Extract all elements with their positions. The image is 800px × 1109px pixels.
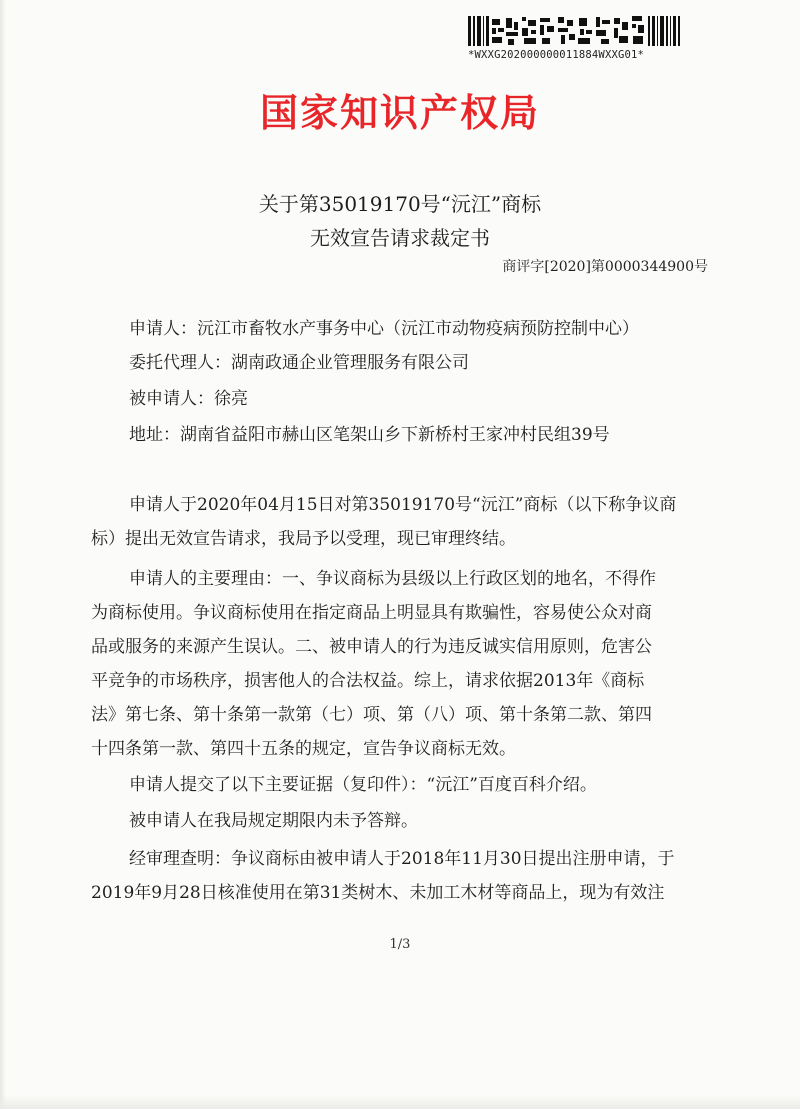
body-line: 经审理查明：争议商标由被申请人于2018年11月30日提出注册申请，于 xyxy=(129,849,675,869)
body-line: 品或服务的来源产生误认。二、被申请人的行为违反诚实信用原则，危害公 xyxy=(91,637,652,657)
address-line: 地址：湖南省益阳市赫山区笔架山乡下新桥村王家冲村民组39号 xyxy=(129,425,610,445)
respondent-line: 被申请人：徐亮 xyxy=(129,389,248,409)
body-line: 标）提出无效宣告请求，我局予以受理，现已审理终结。 xyxy=(91,529,516,549)
applicant-line: 申请人：沅江市畜牧水产事务中心（沅江市动物疫病预防控制中心） xyxy=(129,319,639,339)
body-line: 平竞争的市场秩序，损害他人的合法权益。综上，请求依据2013年《商标 xyxy=(91,671,645,691)
reference-number: 商评字[2020]第0000344900号 xyxy=(502,259,708,275)
body-line: 申请人提交了以下主要证据（复印件）：“沅江”百度百科介绍。 xyxy=(129,775,597,795)
body-line: 法》第七条、第十条第一款第（七）项、第（八）项、第十条第二款、第四 xyxy=(91,705,652,725)
scan-edge xyxy=(0,1095,800,1109)
body-line: 申请人的主要理由：一、争议商标为县级以上行政区划的地名，不得作 xyxy=(129,569,656,589)
page-number: 1/3 xyxy=(389,937,411,952)
document-title-line-1: 关于第35019170号“沅江”商标 xyxy=(258,192,542,216)
barcode-graphic xyxy=(468,16,680,46)
body-line: 申请人于2020年04月15日对第35019170号“沅江”商标（以下称争议商 xyxy=(129,495,677,515)
issuing-authority: 国家知识产权局 xyxy=(259,91,540,135)
agent-line: 委托代理人：湖南政通企业管理服务有限公司 xyxy=(129,353,469,373)
barcode xyxy=(468,16,683,66)
body-line: 被申请人在我局规定期限内未予答辩。 xyxy=(129,811,418,831)
barcode-number: *WXXG202000000011884WXXG01* xyxy=(468,49,645,61)
body-line: 为商标使用。争议商标使用在指定商品上明显具有欺骗性，容易使公众对商 xyxy=(91,603,652,623)
document-title-line-2: 无效宣告请求裁定书 xyxy=(310,226,490,250)
body-line: 2019年9月28日核准使用在第31类树木、未加工木材等商品上，现为有效注 xyxy=(91,883,665,903)
body-line: 十四条第一款、第四十五条的规定，宣告争议商标无效。 xyxy=(91,739,516,759)
